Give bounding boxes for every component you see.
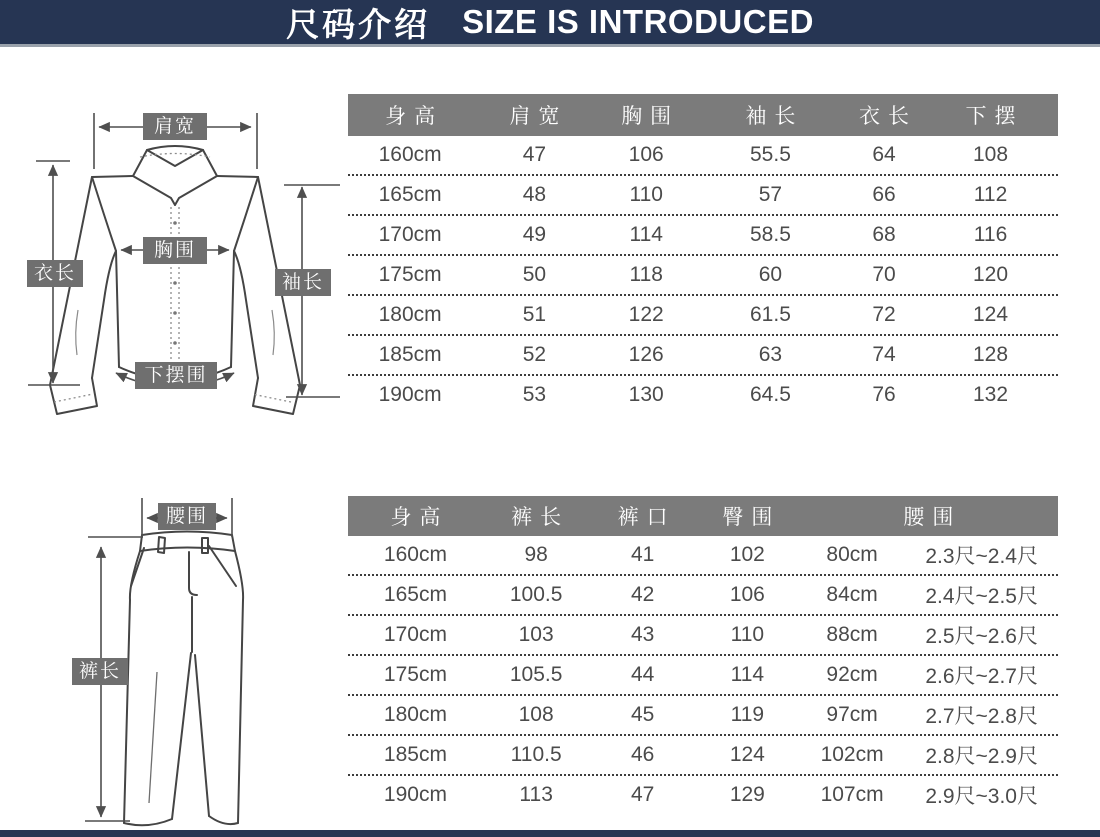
table-cell: 61.5 <box>750 303 791 326</box>
table-cell: 106 <box>729 583 765 606</box>
table-row <box>348 136 1058 176</box>
table-cell: 51 <box>522 303 547 326</box>
table-cell: 185cm <box>383 743 447 766</box>
table-cell: 107cm <box>820 783 884 806</box>
column-header: 衣长 <box>859 105 918 128</box>
table-cell: 170cm <box>378 223 442 246</box>
table-cell: 41 <box>630 543 655 566</box>
table-row <box>348 616 1058 656</box>
table-row <box>348 576 1058 616</box>
table-row <box>348 336 1058 376</box>
column-header: 裤长 <box>511 506 570 529</box>
table-cell: 130 <box>628 383 664 406</box>
chest-label: 胸围 <box>143 237 207 264</box>
table-cell: 58.5 <box>750 223 791 246</box>
table-cell: 88cm <box>826 623 878 646</box>
column-header: 臀围 <box>722 506 781 529</box>
cloth-length-label: 衣长 <box>27 260 83 287</box>
table-cell: 190cm <box>383 783 447 806</box>
table-cell: 175cm <box>383 663 447 686</box>
table-cell: 102cm <box>820 743 884 766</box>
table-cell: 2.7尺~2.8尺 <box>925 705 1038 728</box>
column-header: 袖长 <box>745 105 804 128</box>
table-cell: 110 <box>730 623 765 646</box>
table-row <box>348 176 1058 216</box>
table-cell: 68 <box>872 223 896 246</box>
table-cell: 112 <box>973 183 1008 206</box>
table-cell: 45 <box>630 703 655 726</box>
table-cell: 64.5 <box>750 383 791 406</box>
table-cell: 180cm <box>378 303 442 326</box>
table-cell: 97cm <box>826 703 878 726</box>
table-cell: 120 <box>973 263 1009 286</box>
pants-length-label: 裤长 <box>72 658 128 685</box>
table-cell: 110.5 <box>510 743 562 766</box>
table-cell: 63 <box>758 343 783 366</box>
table-cell: 70 <box>872 263 896 286</box>
table-row <box>348 216 1058 256</box>
column-header: 下摆 <box>965 105 1024 128</box>
table-cell: 126 <box>628 343 664 366</box>
table-cell: 160cm <box>378 143 442 166</box>
table-row <box>348 696 1058 736</box>
table-cell: 185cm <box>378 343 442 366</box>
table-row <box>348 376 1058 414</box>
table-cell: 52 <box>522 343 547 366</box>
table-cell: 42 <box>630 583 655 606</box>
table-cell: 106 <box>628 143 664 166</box>
table-cell: 43 <box>630 623 655 646</box>
table-cell: 47 <box>522 143 547 166</box>
table-cell: 74 <box>872 343 896 366</box>
table-cell: 124 <box>973 303 1009 326</box>
table-cell: 103 <box>518 623 554 646</box>
table-cell: 2.3尺~2.4尺 <box>925 545 1038 568</box>
table-row <box>348 536 1058 576</box>
shirt-table-header <box>348 94 1058 136</box>
shoulder-width-label: 肩宽 <box>143 113 207 140</box>
table-cell: 50 <box>522 263 547 286</box>
table-cell: 47 <box>630 783 655 806</box>
table-cell: 114 <box>730 663 765 686</box>
table-cell: 128 <box>973 343 1009 366</box>
table-cell: 2.5尺~2.6尺 <box>925 625 1038 648</box>
pants-size-table <box>348 496 1058 814</box>
table-cell: 60 <box>758 263 783 286</box>
table-cell: 57 <box>758 183 783 206</box>
table-cell: 76 <box>872 383 896 406</box>
table-cell: 165cm <box>378 183 442 206</box>
table-cell: 84cm <box>826 583 878 606</box>
table-cell: 48 <box>522 183 547 206</box>
table-cell: 114 <box>629 223 663 246</box>
table-cell: 170cm <box>383 623 447 646</box>
table-cell: 118 <box>629 263 663 286</box>
table-cell: 2.4尺~2.5尺 <box>925 585 1038 608</box>
bottom-bar <box>0 830 1100 837</box>
table-cell: 175cm <box>378 263 442 286</box>
table-cell: 129 <box>729 783 765 806</box>
column-header: 胸围 <box>621 105 680 128</box>
table-cell: 116 <box>973 223 1008 246</box>
shirt-diagram <box>0 55 345 470</box>
page-title-chinese: 尺码介绍 <box>286 5 431 43</box>
table-cell: 66 <box>872 183 896 206</box>
table-cell: 160cm <box>383 543 447 566</box>
pants-table-body <box>348 536 1058 814</box>
table-row <box>348 256 1058 296</box>
table-cell: 46 <box>630 743 655 766</box>
table-cell: 2.8尺~2.9尺 <box>925 745 1038 768</box>
table-cell: 108 <box>973 143 1009 166</box>
table-cell: 92cm <box>826 663 878 686</box>
sleeve-length-label: 袖长 <box>275 269 331 296</box>
column-header: 腰围 <box>903 506 962 529</box>
table-cell: 80cm <box>826 543 878 566</box>
table-cell: 180cm <box>383 703 447 726</box>
table-cell: 2.6尺~2.7尺 <box>925 665 1038 688</box>
title-bar <box>0 0 1100 47</box>
table-row <box>348 776 1058 814</box>
table-cell: 122 <box>628 303 664 326</box>
pants-table-header <box>348 496 1058 536</box>
hem-label: 下摆围 <box>135 362 217 389</box>
table-cell: 165cm <box>383 583 447 606</box>
table-cell: 102 <box>729 543 765 566</box>
column-header: 身高 <box>390 506 449 529</box>
table-cell: 55.5 <box>750 143 791 166</box>
column-header: 身高 <box>385 105 444 128</box>
table-cell: 110 <box>629 183 663 206</box>
table-cell: 72 <box>872 303 896 326</box>
table-row <box>348 296 1058 336</box>
table-cell: 105.5 <box>509 663 563 686</box>
table-row <box>348 656 1058 696</box>
table-cell: 108 <box>518 703 554 726</box>
table-cell: 53 <box>522 383 547 406</box>
table-cell: 124 <box>729 743 765 766</box>
table-cell: 98 <box>524 543 548 566</box>
table-row <box>348 736 1058 776</box>
table-cell: 44 <box>630 663 655 686</box>
page-title-english: SIZE IS INTRODUCED <box>462 3 814 40</box>
waist-label: 腰围 <box>158 503 216 530</box>
table-cell: 132 <box>973 383 1009 406</box>
table-cell: 64 <box>872 143 896 166</box>
table-cell: 113 <box>519 783 553 806</box>
column-header: 裤口 <box>617 506 676 529</box>
shirt-table-body <box>348 136 1058 414</box>
table-cell: 100.5 <box>509 583 563 606</box>
table-cell: 190cm <box>378 383 442 406</box>
shirt-size-table <box>348 94 1058 414</box>
pants-diagram <box>60 485 360 837</box>
table-cell: 119 <box>730 703 765 726</box>
column-header: 肩宽 <box>509 105 568 128</box>
table-cell: 2.9尺~3.0尺 <box>925 785 1038 808</box>
table-cell: 49 <box>522 223 547 246</box>
